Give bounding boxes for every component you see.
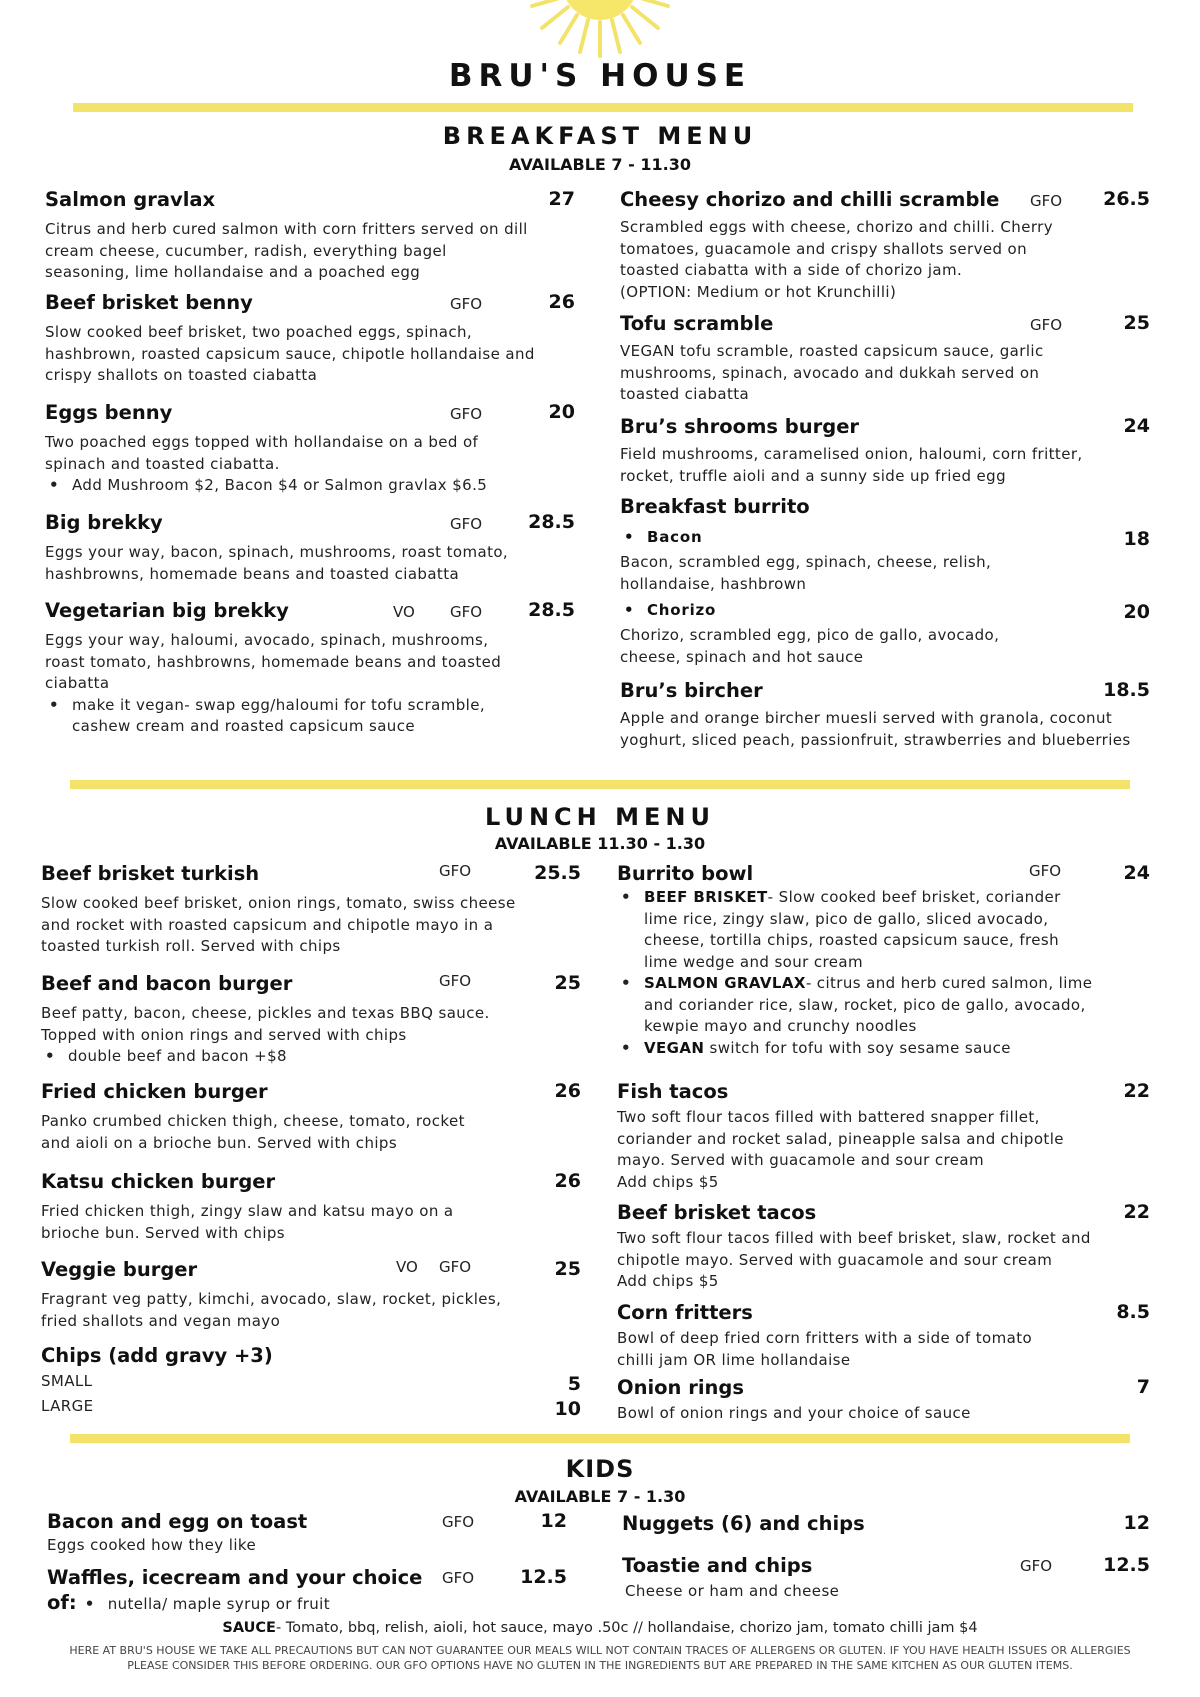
item-name: Fried chicken burger	[41, 1080, 268, 1103]
gfo-tag: GFO	[450, 515, 483, 533]
size-price: 5	[567, 1373, 581, 1395]
item-extra: Add chips $5	[617, 1272, 719, 1290]
item-price: 25.5	[534, 862, 581, 884]
menu-item	[45, 511, 575, 599]
item-desc: Eggs your way, haloumi, avocado, spinach, mushrooms, roast tomato, hashbrowns, homemade beans and toasted ciabatta	[45, 631, 502, 692]
vo-tag: VO	[396, 1258, 418, 1276]
divider-bar	[70, 780, 1130, 789]
item-price: 25	[554, 1258, 581, 1280]
gfo-tag: GFO	[1020, 1557, 1053, 1575]
variant-desc: Chorizo, scrambled egg, pico de gallo, avocado, cheese, spinach and hot sauce	[620, 626, 1000, 666]
item-note: • Add Mushroom $2, Bacon $4 or Salmon gravlax $6.5	[45, 475, 575, 497]
menu-item	[45, 401, 575, 511]
kids-left-column	[47, 1510, 567, 1616]
item-price: 12.5	[520, 1566, 567, 1588]
menu-item	[620, 415, 1150, 495]
item-desc: Two poached eggs topped with hollandaise on a bed of spinach and toasted ciabatta.	[45, 433, 479, 473]
item-price: 12	[1123, 1512, 1150, 1534]
item-note-row	[47, 1591, 567, 1616]
menu-item	[45, 188, 575, 291]
item-note: • make it vegan- swap egg/haloumi for tofu scramble, cashew cream and roasted capsicum sauce	[45, 695, 525, 738]
item-name: Big brekky	[45, 511, 163, 534]
item-price: 18.5	[1103, 679, 1150, 701]
item-name: Salmon gravlax	[45, 188, 216, 211]
option-label: VEGAN	[644, 1038, 705, 1057]
kids-title: KIDS	[565, 1455, 635, 1483]
item-price: 12.5	[1103, 1554, 1150, 1576]
item-name: Eggs benny	[45, 401, 173, 424]
item-extra: Add chips $5	[617, 1172, 719, 1191]
sauce-text: - Tomato, bbq, relish, aioli, hot sauce, mayo .50c // hollandaise, chorizo jam, tomato chilli jam $4	[275, 1620, 978, 1636]
gfo-tag: GFO	[450, 603, 483, 621]
gfo-tag: GFO	[450, 295, 483, 313]
item-name: Breakfast burrito	[620, 495, 810, 518]
gfo-tag: GFO	[439, 862, 472, 880]
burrito-variant	[620, 528, 1150, 595]
sun-icon	[530, 0, 670, 60]
option-text: - Slow cooked beef brisket, coriander lime rice, zingy slaw, pico de gallo, sliced avocado, cheese, tortilla chips, roasted capsicum sauce, fresh lime wedge and sour cream	[644, 888, 1061, 971]
item-desc: Panko crumbed chicken thigh, cheese, tomato, rocket and aioli on a brioche bun. Served with chips	[41, 1112, 465, 1152]
size-label: LARGE	[41, 1396, 94, 1415]
item-name: Fish tacos	[617, 1080, 729, 1103]
variant-name: • Bacon	[620, 528, 1150, 546]
menu-item	[45, 291, 575, 401]
item-name: Tofu scramble	[620, 312, 774, 335]
item-desc: Eggs cooked how they like	[47, 1536, 257, 1554]
item-price: 28.5	[528, 599, 575, 621]
item-desc: Slow cooked beef brisket, onion rings, tomato, swiss cheese and rocket with roasted capsicum and chipotle mayo in a toasted turkish roll. Served with chips	[41, 894, 516, 955]
option-label: BEEF BRISKET	[644, 888, 768, 906]
item-desc: VEGAN tofu scramble, roasted capsicum sauce, garlic mushrooms, spinach, avocado and dukkah served on toasted ciabatta	[620, 342, 1044, 403]
item-name: Nuggets (6) and chips	[622, 1512, 865, 1535]
variant-price: 20	[1123, 601, 1150, 623]
lunch-left-column	[41, 862, 581, 1420]
item-name: Cheesy chorizo and chilli scramble	[620, 188, 1000, 211]
menu-item	[41, 1170, 581, 1258]
size-label: SMALL	[41, 1372, 93, 1390]
divider-bar	[70, 1434, 1130, 1443]
menu-item	[617, 1201, 1150, 1301]
item-desc: Bowl of onion rings and your choice of sauce	[617, 1404, 971, 1422]
brand-title: BRU'S HOUSE	[448, 58, 752, 94]
item-desc: Apple and orange bircher muesli served with granola, coconut yoghurt, sliced peach, passionfruit, strawberries and blueberries	[620, 709, 1131, 749]
item-name: Chips (add gravy +3)	[41, 1344, 273, 1367]
item-price: 22	[1123, 1201, 1150, 1223]
item-desc: Beef patty, bacon, cheese, pickles and texas BBQ sauce. Topped with onion rings and served with chips	[41, 1004, 490, 1044]
size-row	[41, 1371, 581, 1393]
breakfast-title: BREAKFAST MENU	[442, 122, 758, 150]
breakfast-left-column	[45, 188, 575, 738]
option-text: switch for tofu with soy sesame sauce	[704, 1038, 1011, 1057]
item-price: 22	[1123, 1080, 1150, 1102]
variant-desc: Bacon, scrambled egg, spinach, cheese, relish, hollandaise, hashbrown	[620, 553, 992, 593]
item-price: 20	[548, 401, 575, 423]
item-name: Beef brisket benny	[45, 291, 253, 314]
breakfast-right-column	[620, 188, 1150, 751]
gfo-tag: GFO	[1030, 316, 1063, 334]
gfo-tag: GFO	[1030, 192, 1063, 210]
item-desc: Slow cooked beef brisket, two poached eggs, spinach, hashbrown, roasted capsicum sauce, chipotle hollandaise and crispy shallots on toasted ciabatta	[45, 323, 535, 384]
item-name: Beef and bacon burger	[41, 972, 293, 995]
item-name: Katsu chicken burger	[41, 1170, 276, 1193]
item-price: 24	[1123, 415, 1150, 437]
gfo-tag: GFO	[439, 972, 472, 990]
gfo-tag: GFO	[442, 1513, 475, 1531]
item-name: Burrito bowl	[617, 862, 754, 885]
item-price: 7	[1136, 1376, 1150, 1398]
item-price: 28.5	[528, 511, 575, 533]
option-label: SALMON GRAVLAX	[644, 974, 806, 992]
bowl-option	[617, 887, 1097, 973]
gfo-tag: GFO	[439, 1258, 472, 1276]
menu-item	[617, 1301, 1150, 1376]
size-price: 10	[554, 1397, 581, 1420]
item-desc: Citrus and herb cured salmon with corn fritters served on dill cream cheese, cucumber, radish, everything bagel seasoning, lime hollandaise and a poached egg	[45, 220, 528, 281]
menu-item	[47, 1566, 567, 1616]
allergen-disclaimer: HERE AT BRU'S HOUSE WE TAKE ALL PRECAUTIONS BUT CAN NOT GUARANTEE OUR MEALS WILL NOT CONTAIN TRACES OF ALLERGENS OR GLUTEN. IF YOU HAVE HEALTH ISSUES OR ALLERGIES PLEASE CONSIDER THIS BEFORE ORDERING. OUR GFO OPTIONS HAVE NO GLUTEN IN THE INGREDIENTS BUT ARE PREPARED IN THE SAME KITCHEN AS OUR GLUTEN ITEMS.	[69, 1644, 1131, 1672]
sauce-label: SAUCE	[222, 1620, 276, 1636]
variant-name: • Chorizo	[620, 601, 1150, 619]
item-name: Corn fritters	[617, 1301, 753, 1324]
item-desc: Two soft flour tacos filled with battered snapper fillet, coriander and rocket salad, pineapple salsa and chipotle mayo. Served with guacamole and sour cream	[617, 1108, 1064, 1169]
item-name: Beef brisket tacos	[617, 1201, 817, 1224]
gfo-tag: GFO	[450, 405, 483, 423]
item-name: Vegetarian big brekky	[45, 599, 289, 622]
menu-item	[41, 972, 581, 1080]
divider-bar	[73, 103, 1133, 112]
item-name: Veggie burger	[41, 1258, 198, 1281]
menu-item	[620, 495, 1150, 679]
bowl-option	[617, 1038, 1150, 1060]
vo-tag: VO	[393, 603, 415, 621]
menu-item	[620, 188, 1150, 312]
kids-availability: AVAILABLE 7 - 1.30	[514, 1487, 686, 1506]
item-price: 27	[548, 188, 575, 210]
item-desc: Field mushrooms, caramelised onion, haloumi, corn fritter, rocket, truffle aioli and a sunny side up fried egg	[620, 445, 1083, 485]
item-name: Bru’s shrooms burger	[620, 415, 860, 438]
kids-right-column	[622, 1512, 1150, 1603]
item-note: • nutella/ maple syrup or fruit	[81, 1594, 330, 1616]
menu-item	[620, 679, 1150, 751]
item-price: 26	[554, 1080, 581, 1102]
lunch-title: LUNCH MENU	[485, 803, 715, 831]
item-name: Bacon and egg on toast	[47, 1510, 308, 1533]
item-name-continued: of:	[47, 1591, 77, 1614]
item-desc: Fried chicken thigh, zingy slaw and katsu mayo on a brioche bun. Served with chips	[41, 1202, 454, 1242]
variant-price: 18	[1123, 528, 1150, 550]
burrito-variant	[620, 601, 1150, 668]
menu-item	[617, 1080, 1150, 1201]
item-desc: Fragrant veg patty, kimchi, avocado, slaw, rocket, pickles, fried shallots and vegan mayo	[41, 1290, 502, 1330]
menu-item	[41, 1344, 581, 1420]
bowl-option	[617, 973, 1107, 1038]
item-price: 8.5	[1116, 1301, 1150, 1323]
item-desc: Eggs your way, bacon, spinach, mushrooms, roast tomato, hashbrowns, homemade beans and toasted ciabatta	[45, 543, 509, 583]
menu-item	[622, 1512, 1150, 1554]
item-option: (OPTION: Medium or hot Krunchilli)	[620, 282, 897, 301]
menu-item	[45, 599, 575, 738]
gfo-tag: GFO	[442, 1569, 475, 1587]
menu-item	[620, 312, 1150, 415]
option-text: - citrus and herb cured salmon, lime and coriander rice, slaw, rocket, pico de gallo, avocado, kewpie mayo and crunchy noodles	[644, 974, 1093, 1035]
item-name: Bru’s bircher	[620, 679, 763, 702]
menu-item	[47, 1510, 567, 1566]
lunch-availability: AVAILABLE 11.30 - 1.30	[494, 834, 706, 853]
menu-item	[617, 1376, 1150, 1425]
item-desc: Scrambled eggs with cheese, chorizo and chilli. Cherry tomatoes, guacamole and crispy shallots served on toasted ciabatta with a side of chorizo jam.	[620, 218, 1053, 279]
item-desc: Cheese or ham and cheese	[625, 1582, 840, 1600]
lunch-right-column	[617, 862, 1150, 1425]
item-price: 26	[548, 291, 575, 313]
item-price: 26.5	[1103, 188, 1150, 210]
menu-item	[41, 1080, 581, 1170]
size-row	[41, 1396, 581, 1418]
sauce-line	[0, 1620, 1200, 1636]
menu-item	[41, 862, 581, 972]
item-desc: Two soft flour tacos filled with beef brisket, slaw, rocket and chipotle mayo. Served with guacamole and sour cream	[617, 1229, 1091, 1269]
item-name: Toastie and chips	[622, 1554, 813, 1577]
menu-item	[622, 1554, 1150, 1603]
item-name: Onion rings	[617, 1376, 744, 1399]
item-price: 12	[540, 1510, 567, 1532]
menu-item	[41, 1258, 581, 1344]
breakfast-availability: AVAILABLE 7 - 11.30	[509, 155, 691, 174]
gfo-tag: GFO	[1029, 862, 1062, 880]
item-price: 25	[554, 972, 581, 994]
item-name: Waffles, icecream and your choice	[47, 1566, 423, 1589]
menu-item	[617, 862, 1150, 1080]
item-price: 25	[1123, 312, 1150, 334]
item-note: • double beef and bacon +$8	[41, 1046, 581, 1068]
item-name: Beef brisket turkish	[41, 862, 260, 885]
item-desc: Bowl of deep fried corn fritters with a side of tomato chilli jam OR lime hollandaise	[617, 1329, 1033, 1369]
item-price: 24	[1123, 862, 1150, 884]
item-price: 26	[554, 1170, 581, 1192]
